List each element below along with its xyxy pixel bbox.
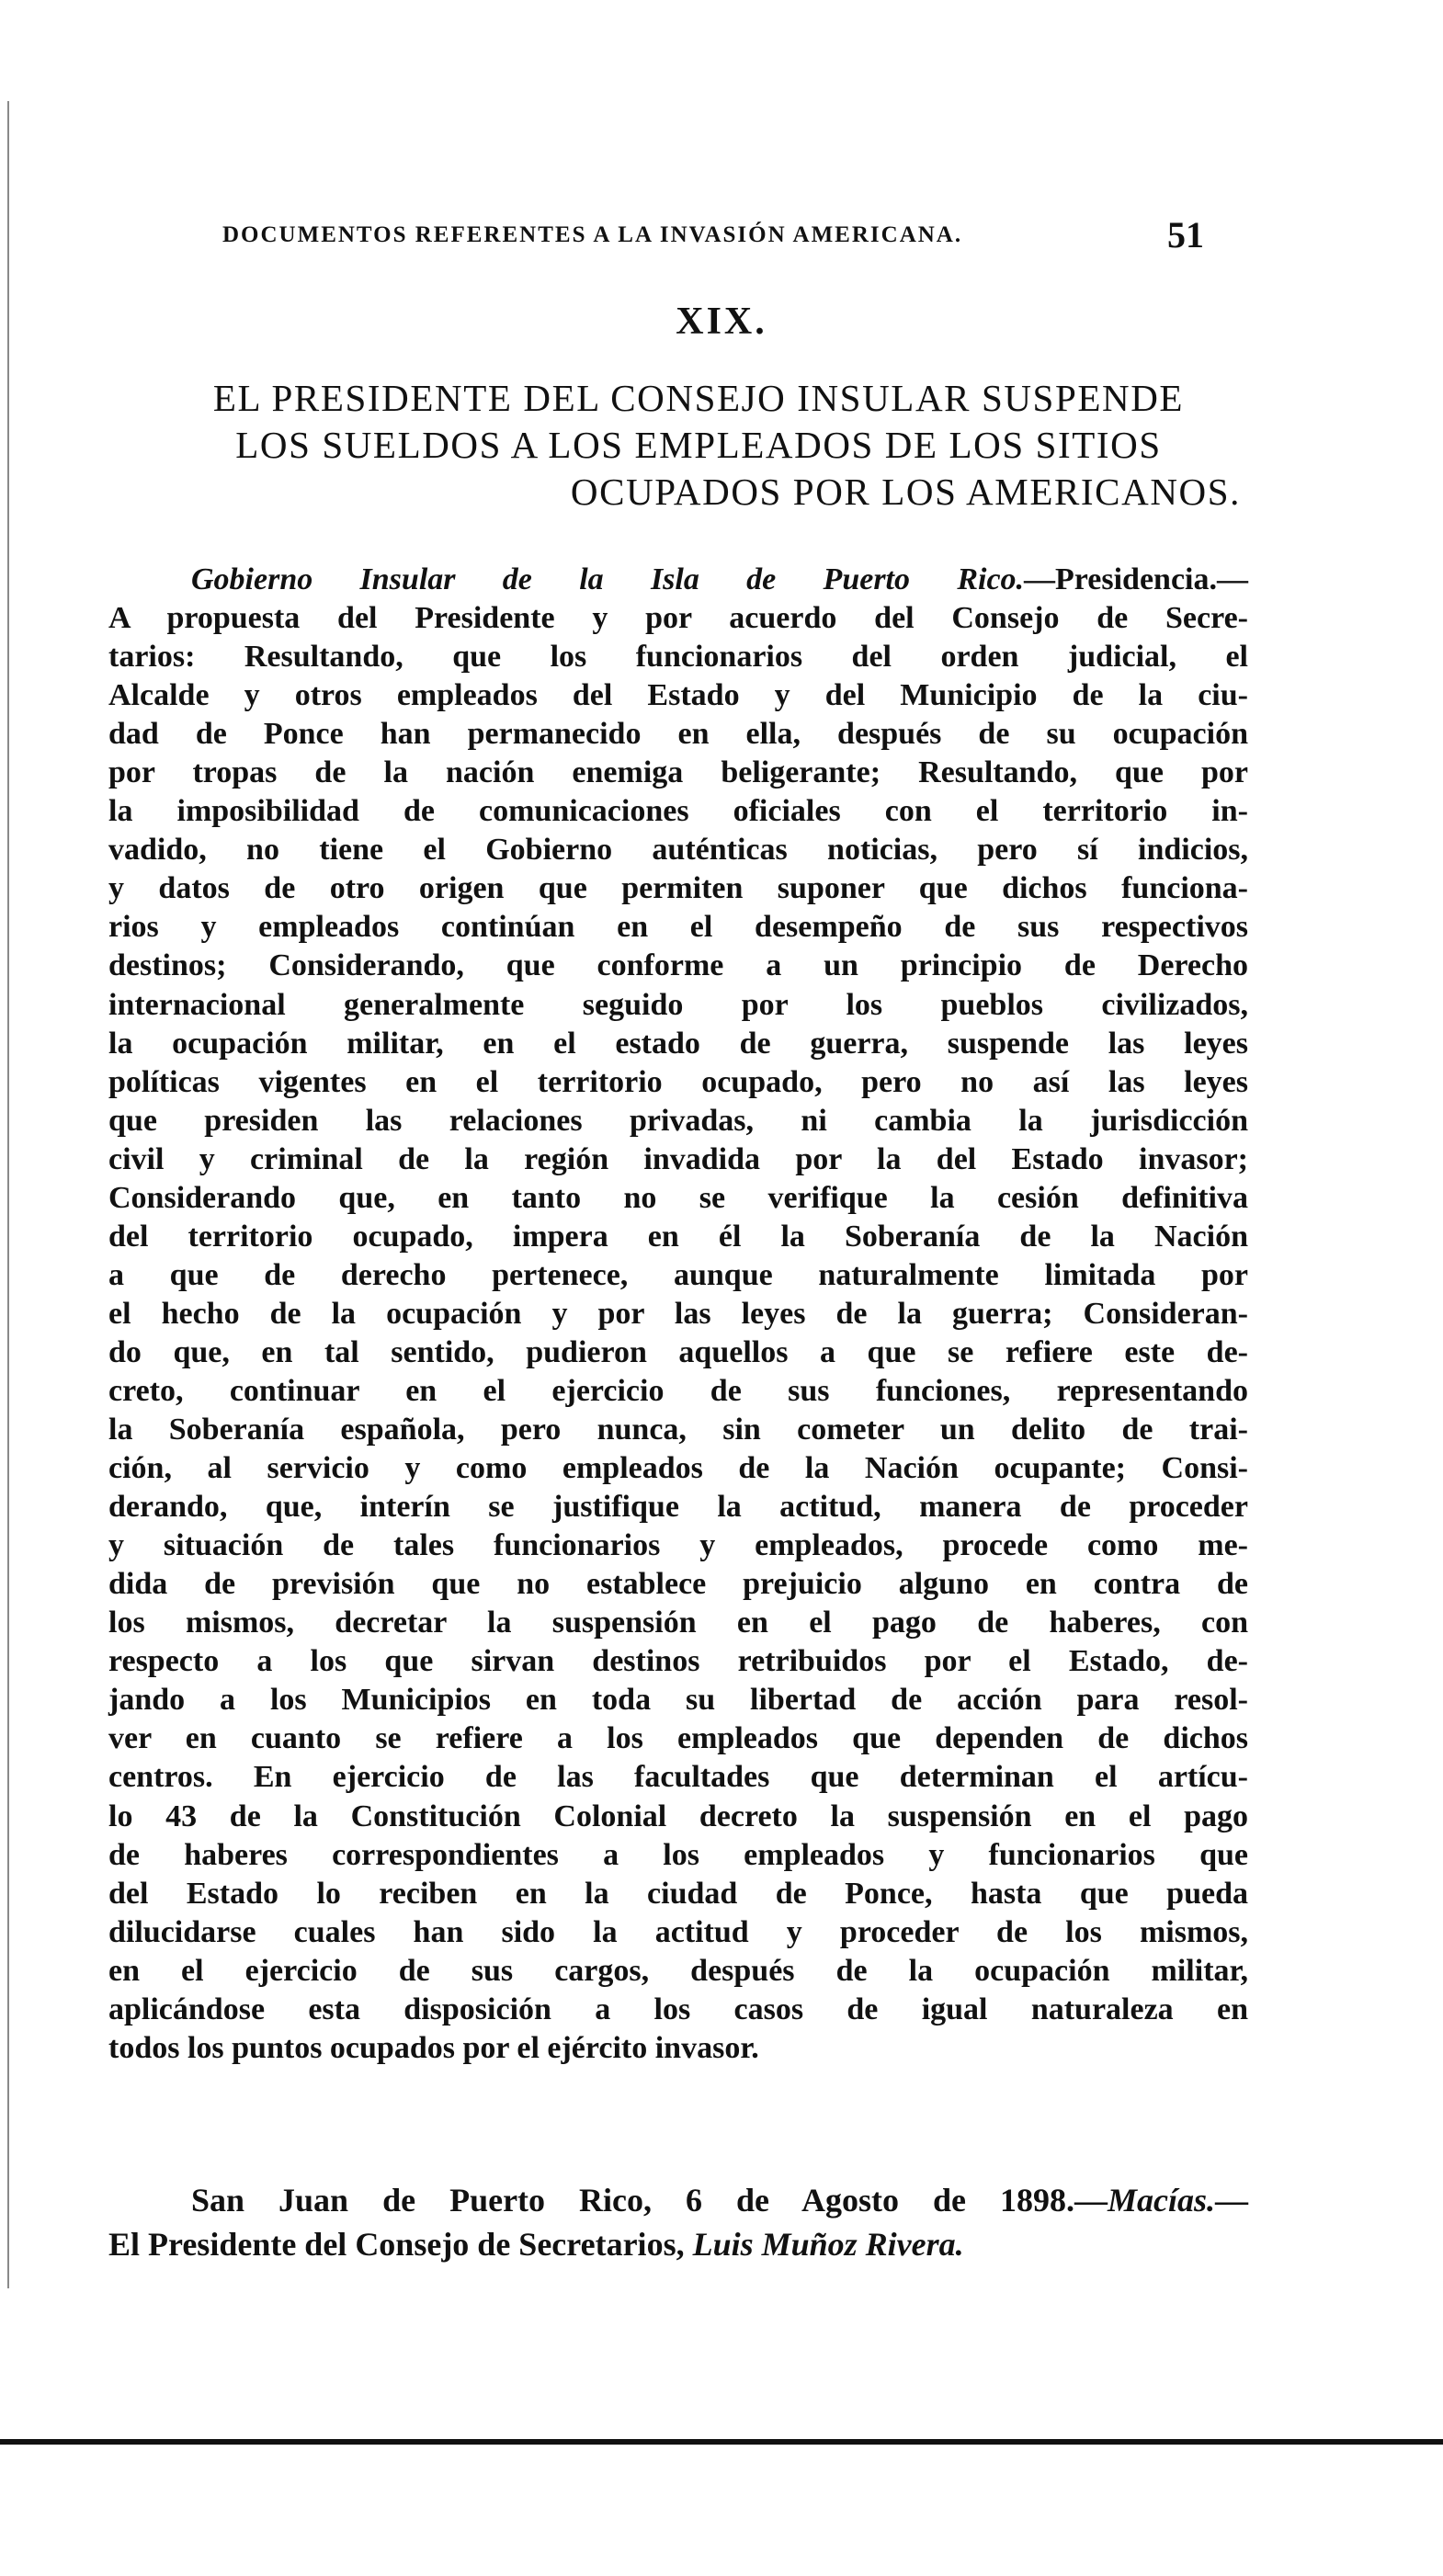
signature-block [108,2178,1248,2266]
place-date-line [108,2178,1248,2222]
body-line: ción, al servicio y como empleados de la Nación ocupante; Consi- [108,1451,1248,1486]
body-line: derando, que, interín se justifique la actitud, manera de proceder [108,1490,1248,1525]
heading-department: —Presidencia.— [1024,562,1248,596]
body-line: la imposibilidad de comunicaciones oficiales con el territorio in- [108,794,1248,829]
signer-role: El Presidente del Consejo de Secretarios, [108,2226,693,2263]
page-edge-line [7,101,9,2288]
body-line: del Estado lo reciben en la ciudad de Ponce, hasta que pueda [108,1876,1248,1911]
body-line: la ocupación militar, en el estado de guerra, suspende las leyes [108,1026,1248,1061]
body-line: en el ejercicio de sus cargos, después de la ocupación militar, [108,1953,1248,1988]
body-line: dad de Ponce han permanecido en ella, después de su ocupación [108,717,1248,752]
body-line: dida de previsión que no establece prejuicio alguno en contra de [108,1567,1248,1602]
body-line: de haberes correspondientes a los empleados y funcionarios que [108,1837,1248,1872]
running-head-title: DOCUMENTOS REFERENTES A LA INVASIÓN AMERICANA. [222,222,963,247]
signer-name: Luis Muñoz Rivera. [692,2226,964,2263]
body-line: rios y empleados continúan en el desempeño de sus respectivos [108,910,1248,945]
place-date: San Juan de Puerto Rico, 6 de Agosto de 1898.— [191,2182,1108,2219]
body-line: centros. En ejercicio de las facultades que determinan el artícu- [108,1760,1248,1795]
running-head [211,213,1204,259]
body-line: tarios: Resultando, que los funcionarios del orden judicial, el [108,640,1248,675]
body-line: do que, en tal sentido, pudieron aquellos a que se refiere este de- [108,1334,1248,1369]
title-line: EL PRESIDENTE DEL CONSEJO INSULAR SUSPENDE [212,377,1185,419]
body-line: respecto a los que sirvan destinos retribuidos por el Estado, de- [108,1644,1248,1679]
body-line: del territorio ocupado, impera en él la Soberanía de la Nación [108,1219,1248,1254]
body-line: todos los puntos ocupados por el ejército invasor. [108,2030,759,2065]
body-line: por tropas de la nación enemiga beligerante; Resultando, que por [108,755,1248,790]
body-line: civil y criminal de la región invadida por la del Estado invasor; [108,1141,1248,1176]
body-line: y datos de otro origen que permiten suponer que dichos funciona- [108,871,1248,906]
issuing-authority: Gobierno Insular de la Isla de Puerto Rico. [191,562,1025,596]
decree-heading-line [108,561,1248,599]
bottom-rule [0,2439,1443,2445]
body-line: aplicándose esta disposición a los casos de igual naturaleza en [108,1992,1248,2026]
body-line: los mismos, decretar la suspensión en el pago de haberes, con [108,1606,1248,1640]
decree-body [108,561,1248,2068]
body-line: Considerando que, en tanto no se verifique la cesión definitiva [108,1180,1248,1215]
body-line: lo 43 de la Constitución Colonial decreto la suspensión en el pago [108,1799,1248,1833]
body-line: políticas vigentes en el territorio ocupado, pero no así las leyes [108,1064,1248,1099]
body-line: y situación de tales funcionarios y empleados, procede como me- [108,1528,1248,1563]
body-line: ver en cuanto se refiere a los empleados que dependen de dichos [108,1721,1248,1756]
body-line: Alcalde y otros empleados del Estado y del Municipio de la ciu- [108,678,1248,713]
page-number: 51 [1167,214,1204,255]
body-line: el hecho de la ocupación y por las leyes de la guerra; Consideran- [108,1296,1248,1331]
body-line: dilucidarse cuales han sido la actitud y proceder de los mismos, [108,1914,1248,1949]
body-line: vadido, no tiene el Gobierno auténticas noticias, pero sí indicios, [108,833,1248,868]
dash: — [1215,2182,1248,2219]
body-line: destinos; Considerando, que conforme a un principio de Derecho [108,948,1248,983]
signer-name: Macías. [1108,2182,1215,2219]
body-line: que presiden las relaciones privadas, ni cambia la jurisdicción [108,1103,1248,1138]
body-line: a que de derecho pertenece, aunque naturalmente limitada por [108,1257,1248,1292]
document-title [138,375,1259,516]
body-line: jando a los Municipios en toda su libertad de acción para resol- [108,1683,1248,1718]
signer-role-line [108,2222,1248,2266]
body-line: la Soberanía española, pero nunca, sin cometer un delito de trai- [108,1413,1248,1447]
body-line: internacional generalmente seguido por los pueblos civilizados, [108,987,1248,1022]
title-line: OCUPADOS POR LOS AMERICANOS. [570,471,1241,513]
body-line: creto, continuar en el ejercicio de sus funciones, representando [108,1373,1248,1408]
title-line: LOS SUELDOS A LOS EMPLEADOS DE LOS SITIOS [235,424,1162,466]
body-line: A propuesta del Presidente y por acuerdo del Consejo de Secre- [108,601,1248,636]
chapter-number: XIX. [676,301,767,343]
